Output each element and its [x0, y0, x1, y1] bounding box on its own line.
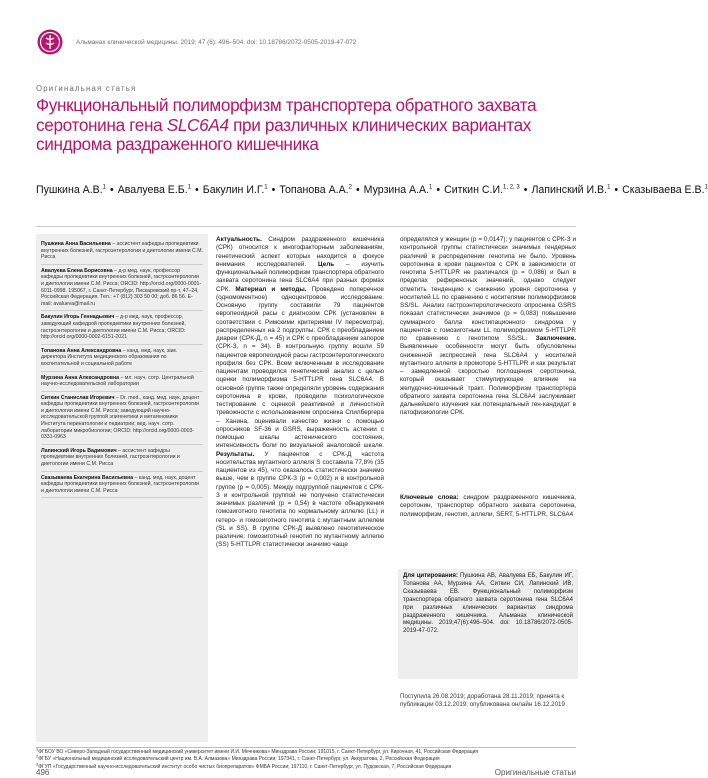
affiliation-entry: Лапинский Игорь Вадимович – ассистент кафедры пропедевтики внутренних болезней, гастроэнтерологии и диетологии имени С.М. Рисса: [41, 445, 203, 472]
divider: [36, 226, 576, 227]
abstract-column-1: Актуальность. Синдром раздраженного кишечника (СРК) относится к многофакторным заболеваниям, генетический аспект которых находится в фокусе внимания исследователей. Цель – изучить функциональный полиморфизм транспортера обратного захвата серотонина гена SLC6A4 при разных формах СРК. Материал и методы. Проведено поперечное (одномоментное) одноцентровое исследование. Основную группу составили 79 пациентов европеоидной расы с диагнозом СРК (установлен в соответствии с Римскими критериями IV пересмотра), распределенных на 2 подгруппы: СРК с преобладанием диареи (СРК-Д, n = 45) и СРК с преобладанием запоров (СРК-З, n = 34). В контрольную группу вошли 59 пациентов европеоидной расы гастроэнтерологического профиля без СРК. Всем включенным в исследование пациентам проводился генетический анализ с целью оценки полиморфизма 5-HTTLPR гена SLC6A4. В основной группе также определяли уровень содержания серотонина в крови, проводили психологическое тестирование с оценкой реактивной и личностной тревожности с использованием опросника Спилбергера – Ханина, оценивали качество жизни с помощью опросников SF-36 и GSRS, выраженность астении с помощью шкалы астенического состояния, интенсивность боли по визуальной аналоговой шкале. Результаты. У пациентов с СРК-Д частота носительства мутантного аллеля S составила 77,8% (35 пациентов из 45), что оказалось статистически значимо выше, чем в группе СРК-З (p = 0,002) и в контрольной группе (p = 0,005). Между подгруппой пациентов с СРК-З и контрольной группой не получено статистически значимых различий (p = 0,54) в частоте обнаружения гомозиготного генотипа по нормальному аллелю (LL) и гетеро- и гомозиготного генотипа с мутантным аллелем (SL и SS). В группе СРК-Д выявлено генотипическое различие: гомозиготный генотип по мутантному аллелю (SS) 5-HTTLPR статистически значимо чаще: [216, 236, 384, 549]
author: Топанова А.А.$^2$: [279, 184, 352, 196]
page-footer: [36, 768, 576, 778]
affiliations-panel: [36, 234, 208, 742]
footnote-divider: [36, 747, 576, 748]
author-separator: •: [271, 184, 276, 196]
author: Лапинский И.В.$^1$: [531, 184, 611, 196]
affiliation-entry: Пушкина Анна Васильевна – ассистент кафедры пропедевтики внутренних болезней, гастроэнтерологии и диетологии имени С.М. Рисса: [41, 238, 203, 265]
article-type: Оригинальная статья: [36, 84, 137, 93]
author-separator: •: [355, 184, 360, 196]
affiliation-entry: Сказываева Екатерина Васильевна – канд. мед. наук, доцент кафедры пропедевтики внутренних болезней, гастроэнтерологии и диетологии имени С.М. Рисса: [41, 472, 203, 499]
affiliation-entry: Бакулин Игорь Геннадьевич – д-р мед. наук, профессор, заведующий кафедрой пропедевтики внутренних болезней, гастроэнтерологии и диетологии имени С.М. Рисса; ORCID: http://orcid.org/0000-0002-6151-2021: [41, 311, 203, 344]
journal-logo-icon: [36, 28, 64, 56]
author: Авалуева Е.Б.$^1$: [117, 184, 192, 196]
author: Ситкин С.И.$^{1, 2, 3}$: [444, 184, 520, 196]
article-title: Функциональный полиморфизм транспортера обратного захвата серотонина гена SLC6A4 при различных клинических вариантах синдрома раздраженного кишечника: [36, 95, 537, 155]
journal-citation-line: Альманах клинической медицины. 2019; 47 (6): 496–504. doi: 10.18786/2072-0505-2019-47-072: [76, 39, 357, 46]
footnote: $^2$ФГБУ «Национальный медицинский исследовательский центр им. В.А. Алмазова» Минздрава России; 197341, г. Санкт-Петербург, ул. Аккуратова, 2, Российская Федерация: [36, 753, 440, 763]
author-list: [36, 182, 708, 198]
affiliation-entry: Мурзина Анна Александровна – мл. науч. сотр. Центральной научно-исследовательской лаборатории: [41, 372, 203, 392]
author-separator: •: [195, 184, 199, 196]
article-dates: Поступила 26.08.2019; доработана 28.11.2019; принята к публикации 03.12.2019; опубликована онлайн 16.12.2019: [400, 693, 565, 708]
author-separator: •: [436, 184, 441, 196]
affiliation-entry: Топанова Анна Александровна – канд. мед. наук, зам. директора Института медицинского образования по воспитательной и социальной работе: [41, 345, 203, 372]
author: Бакулин И.Г.$^1$: [202, 184, 268, 196]
footnote: $^3$ФГУП «Государственный научно-исследовательский институт особо чистых биопрепаратов» ФМБА России; 197110, г. Санкт-Петербург, ул. Пудожская, 7, Российская Федерация: [36, 761, 452, 770]
keywords: Ключевые слова: синдром раздраженного кишечника, серотонин, транспортер обратного захвата серотонина, полиморфизм, генотип, аллели, SERT, 5-HTTLPR, SLC6A4: [400, 494, 576, 518]
author-separator: •: [523, 184, 528, 196]
citation-box: Для цитирования: Пушкина АВ, Авалуева ЕБ, Бакулин ИГ, Топанова АА, Мурзина АА, Ситкин СИ, Лапинский ИВ, Сказываева ЕВ. Функциональный полиморфизм транспортера обратного захвата серотонина гена SLC6A4 при различных клинических вариантах синдрома раздраженного кишечника. Альманах клинической медицины. 2019;47(6):496–504. doi: 10.18786/2072-0505-2019-47-072.: [398, 569, 578, 679]
abstract-column-2: определялся у женщин (p = 0,0147); у пациентов с СРК-З и контрольной группы статистически значимых гендерных различий в распределении генотипа не было. Уровень серотонина в крови пациентов с СРК в зависимости от генотипа 5-HTTLPR не различался (p = 0,086) и был в пределах референсных значений, однако следует отметить тенденцию к снижению уровня серотонина у носителей LL по сравнению с носителями полиморфизмов SS/SL. Анализ гастроэнтерологического опросника GSRS показал статистически значимое (p = 0,083) повышение суммарного балла констипационного синдрома у пациентов с гомозиготным LL полиморфизмом 5-HTTLPR по сравнению с генотипом SS/SL. Заключение. Выявленные особенности могут быть обусловлены сниженной экспрессией гена SLC6A4 у носителей мутантного аллеля в промоторе 5-HTTLPR и как результат – замедленной скоростью поглощения серотонина, который оказывает стимулирующее влияние на желудочно-кишечный тракт. Полиморфизм транспортера обратного захвата серотонина гена SLC6A4 заслуживает дальнейшего изучения как потенциальный ген-кандидат в патофизиологии СРК.: [400, 236, 576, 417]
journal-header: [36, 32, 576, 56]
footnote: $^1$ФГБОУ ВО «Северо-Западный государственный медицинский университет имени И.И. Мечникова» Минздрава России; 191015, г. Санкт-Петербург, ул. Кирочная, 41, Российская Федерация: [36, 746, 479, 755]
affiliation-entry: Авалуева Елена Борисовна – д-р мед. наук, профессор кафедры пропедевтики внутренних болезней, гастроэнтерологии и диетологии имени С.М. Рисса; ORCID: http://orcid.org/0000-0001-6011-0998. 195067, г. Санкт-Петербург, Пискаревский пр-т, 47–24, Российская Федерация. Тел.: +7 (812) 303 50 00; доб. 86 56. E-mail: avalueva@mail.ru: [41, 265, 203, 312]
author: Мурзина А.А.$^1$: [363, 184, 433, 196]
affiliation-entry: Ситкин Станислав Игоревич – Dr. med., канд. мед. наук, доцент кафедры пропедевтики внутренних болезней, гастроэнтерологии и диетологии имени С.М. Рисса; заведующий научно-исследовательской группой эпигенетики и метагеномики Института перинатологии и педиатрии; вед. науч. сотр. лаборатории микробиологии; ORCID: http://orcid.org/0000-0003-0331-0963: [41, 392, 203, 445]
author-separator: •: [110, 184, 114, 196]
author-separator: •: [614, 184, 619, 196]
author: Пушкина А.В.$^1$: [36, 184, 107, 196]
author: Сказываева Е.В.$^1$: [622, 184, 708, 196]
section-name: Оригинальные статьи: [494, 768, 576, 777]
page-number: 496: [36, 768, 50, 777]
